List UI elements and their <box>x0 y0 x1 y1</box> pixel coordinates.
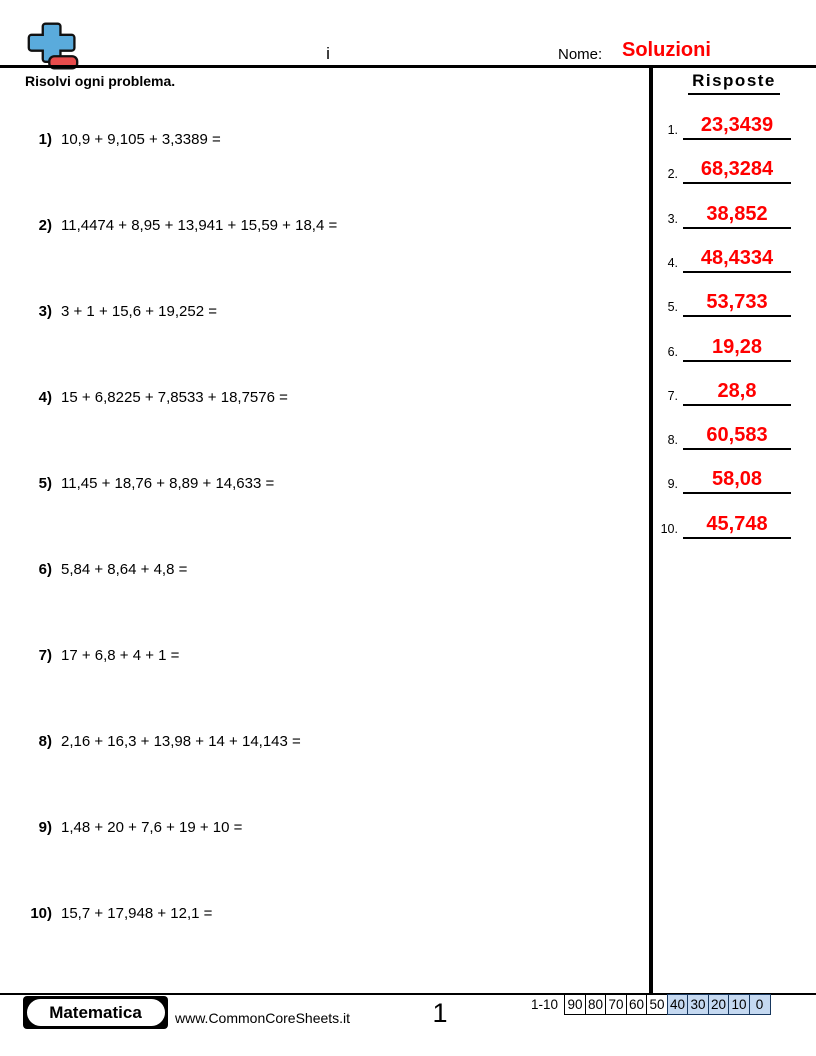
problem-row <box>28 130 221 150</box>
answer-number: 1. <box>667 123 678 137</box>
score-cell: 70 <box>605 994 627 1015</box>
score-table <box>564 994 771 1015</box>
answer-number: 7. <box>667 389 678 403</box>
score-cell: 10 <box>728 994 750 1015</box>
problem-expression: 11,4474 + 8,95 + 13,941 + 15,59 + 18,4 = <box>61 217 338 234</box>
problem-expression: 17 + 6,8 + 4 + 1 = <box>61 647 180 664</box>
brand-badge <box>23 996 168 1029</box>
problem-number: 5) <box>38 475 52 492</box>
problem-number: 3) <box>38 303 52 320</box>
problem-expression: 15 + 6,8225 + 7,8533 + 18,7576 = <box>61 389 288 406</box>
problem-number: 9) <box>38 819 52 836</box>
problem-expression: 1,48 + 20 + 7,6 + 19 + 10 = <box>61 819 243 836</box>
instruction-text: Risolvi ogni problema. <box>25 73 176 89</box>
score-cell: 30 <box>687 994 709 1015</box>
answer-value: 19,28 <box>683 334 791 362</box>
answer-value: 53,733 <box>683 289 791 317</box>
page-number: 1 <box>432 998 448 1028</box>
problem-row <box>28 388 288 408</box>
problem-row <box>28 302 217 322</box>
answer-row <box>656 112 806 140</box>
column-divider <box>649 67 653 993</box>
score-cell: 0 <box>749 994 771 1015</box>
score-cell: 40 <box>667 994 689 1015</box>
problem-number: 2) <box>38 217 52 234</box>
name-label: Nome: <box>558 46 603 63</box>
answer-row <box>656 422 806 450</box>
answer-row <box>656 334 806 362</box>
answer-value: 68,3284 <box>683 156 791 184</box>
problem-expression: 3 + 1 + 15,6 + 19,252 = <box>61 303 217 320</box>
answer-number: 2. <box>667 167 678 181</box>
problem-number: 8) <box>38 733 52 750</box>
problem-row <box>28 732 301 752</box>
answer-row <box>656 156 806 184</box>
score-cell: 80 <box>585 994 607 1015</box>
answer-row <box>656 378 806 406</box>
score-range-label: 1-10 <box>530 997 558 1012</box>
answer-number: 5. <box>667 300 678 314</box>
problem-row <box>28 216 337 236</box>
answer-row <box>656 245 806 273</box>
answer-value: 48,4334 <box>683 245 791 273</box>
problem-row <box>28 560 187 580</box>
answer-value: 38,852 <box>683 201 791 229</box>
problem-number: 4) <box>38 389 52 406</box>
score-cell: 60 <box>626 994 648 1015</box>
score-cell: 90 <box>564 994 586 1015</box>
answer-row <box>656 511 806 539</box>
problem-number: 6) <box>38 561 52 578</box>
answer-row <box>656 466 806 494</box>
problem-expression: 2,16 + 16,3 + 13,98 + 14 + 14,143 = <box>61 733 301 750</box>
answer-row <box>656 201 806 229</box>
problem-number: 7) <box>38 647 52 664</box>
answer-number: 8. <box>667 433 678 447</box>
answer-number: 6. <box>667 345 678 359</box>
score-cell: 20 <box>708 994 730 1015</box>
problem-row <box>28 904 212 924</box>
worksheet-title: i <box>326 44 330 63</box>
answer-number: 9. <box>667 477 678 491</box>
problem-expression: 10,9 + 9,105 + 3,3389 = <box>61 131 221 148</box>
answer-value: 60,583 <box>683 422 791 450</box>
answer-value: 45,748 <box>683 511 791 539</box>
problem-number: 1) <box>38 131 52 148</box>
name-value-solutions: Soluzioni <box>622 39 711 61</box>
answer-number: 4. <box>667 256 678 270</box>
problem-row <box>28 646 179 666</box>
answers-title <box>658 71 810 95</box>
answer-number: 10. <box>660 522 678 536</box>
website-text: www.CommonCoreSheets.it <box>175 1010 351 1026</box>
problem-number: 10) <box>30 905 52 922</box>
brand-label: Matematica <box>27 999 165 1026</box>
answers-title-text: Risposte <box>688 71 780 95</box>
problem-expression: 15,7 + 17,948 + 12,1 = <box>61 905 213 922</box>
answer-row <box>656 289 806 317</box>
score-cell: 50 <box>646 994 668 1015</box>
problem-row <box>28 818 242 838</box>
problem-row <box>28 474 274 494</box>
header-rule <box>0 65 816 68</box>
answer-value: 58,08 <box>683 466 791 494</box>
answer-value: 23,3439 <box>683 112 791 140</box>
problem-expression: 5,84 + 8,64 + 4,8 = <box>61 561 188 578</box>
answer-number: 3. <box>667 212 678 226</box>
answer-value: 28,8 <box>683 378 791 406</box>
problem-expression: 11,45 + 18,76 + 8,89 + 14,633 = <box>61 475 275 492</box>
